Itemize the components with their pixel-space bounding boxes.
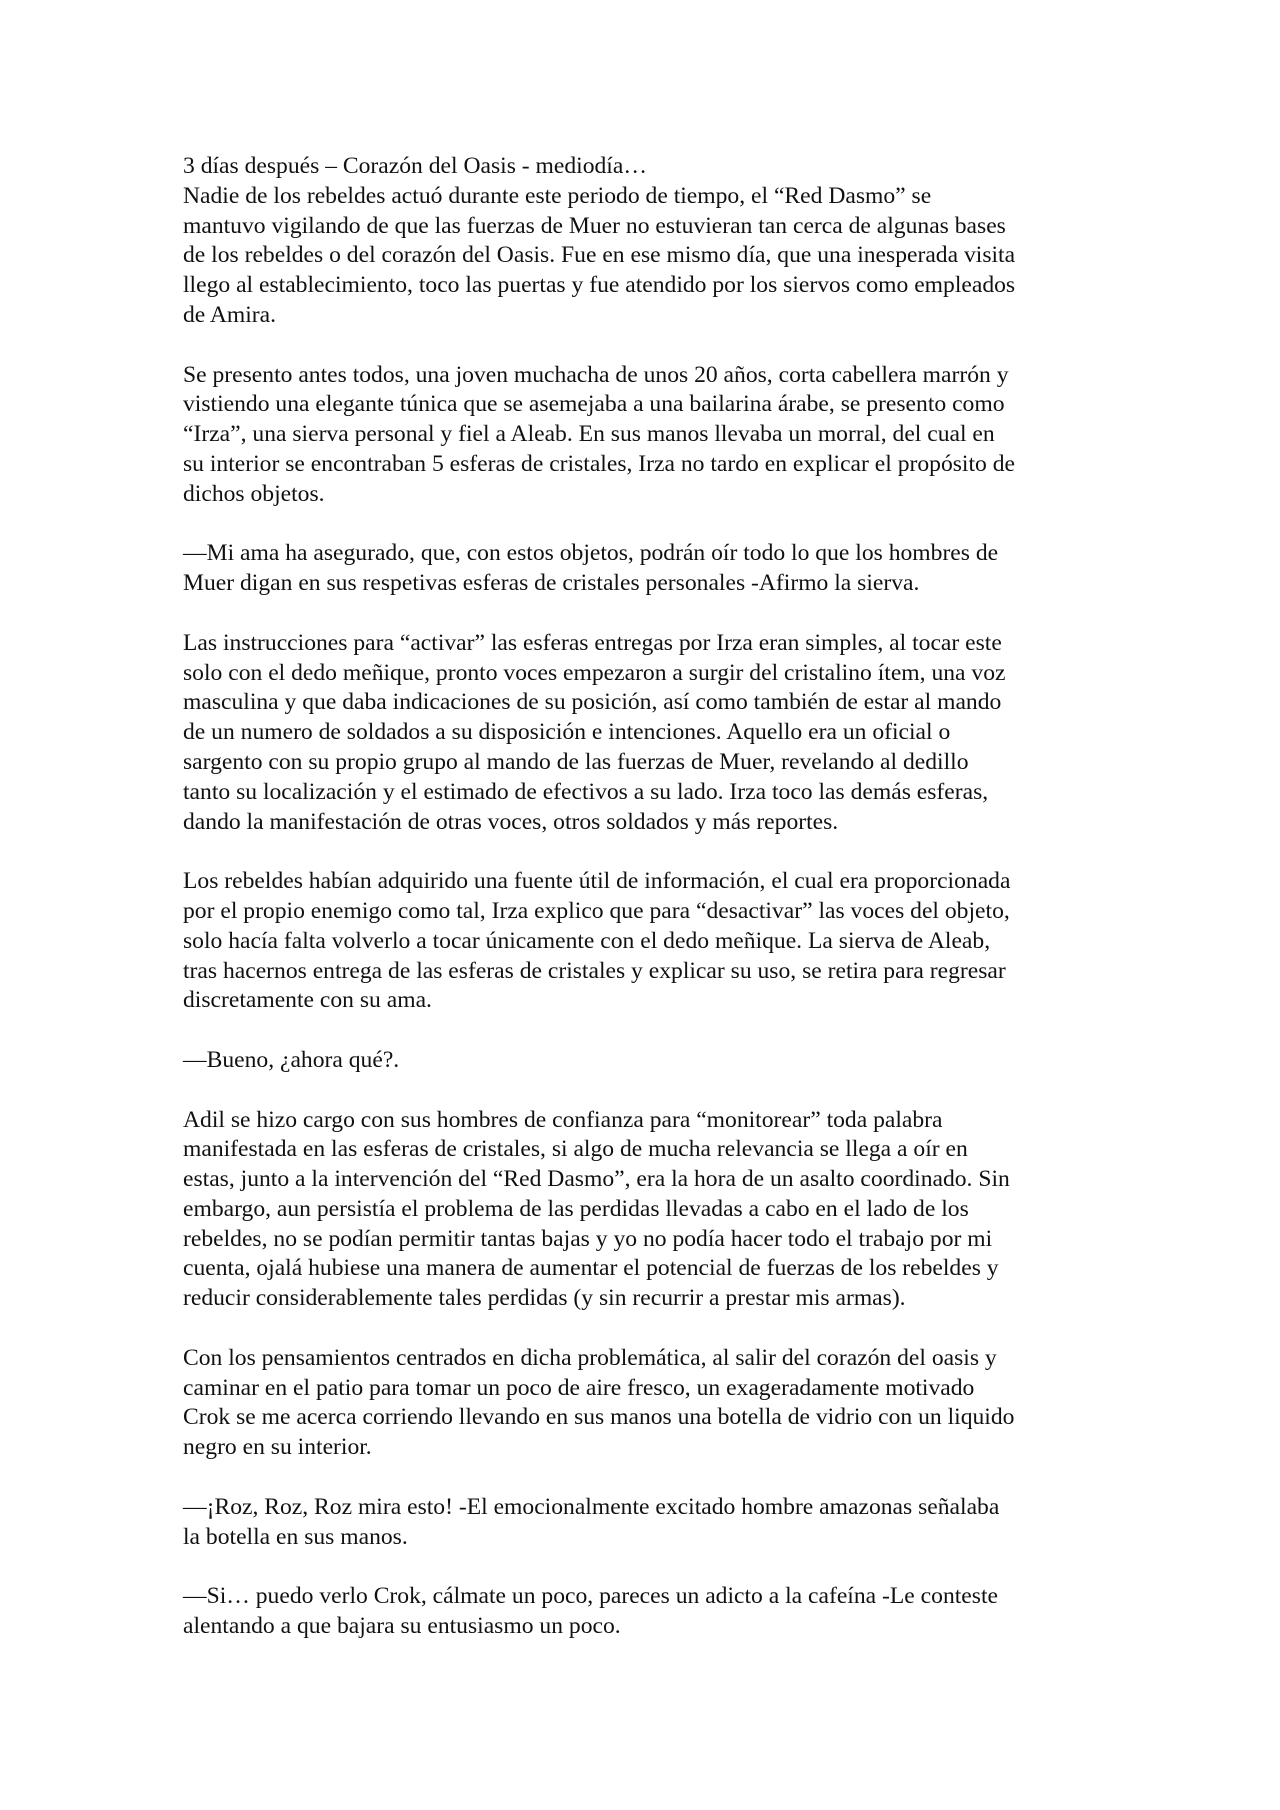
- paragraph-dialogue-crok: —¡Roz, Roz, Roz mira esto! -El emocionalmente excitado hombre amazonas señalaba la botella en sus manos.: [183, 1493, 1000, 1550]
- paragraph-crok-approach: Con los pensamientos centrados en dicha problemática, al salir del corazón del oasis y caminar en el patio para tomar un poco de aire fresco, un exageradamente motivado Crok se me acerca corriendo llevando en sus manos una botella de vidrio con un liquido negro en su interior.: [183, 1344, 1015, 1461]
- paragraph-dialogue-reply: —Si… puedo verlo Crok, cálmate un poco, pareces un adicto a la cafeína -Le conteste alentando a que bajara su entusiasmo un poco.: [183, 1583, 998, 1640]
- paragraph-dialogue-irza: —Mi ama ha asegurado, que, con estos objetos, podrán oír todo lo que los hombres de Muer digan en sus respetivas esferas de cristales personales -Afirmo la sierva.: [183, 540, 999, 597]
- paragraph-irza-arrival: Se presento antes todos, una joven muchacha de unos 20 años, corta cabellera marrón y vistiendo una elegante túnica que se asemejaba a una bailarina árabe, se presento como “Irza”, una sierva personal y fiel a Aleab. En sus manos llevaba un morral, del cual en su interior se encontraban 5 esferas de cristales, Irza no tardo en explicar el propósito de dichos objetos.: [183, 361, 1016, 507]
- paragraph-rebels-information: Los rebeldes habían adquirido una fuente útil de información, el cual era proporcionada por el propio enemigo como tal, Irza explico que para “desactivar” las voces del objeto, solo hacía falta volverlo a tocar únicamente con el dedo meñique. La sierva de Aleab, tras hacernos entrega de las esferas de cristales y explicar su uso, se retira para regresar discretamente con su ama.: [183, 868, 1011, 1014]
- paragraph-adil-monitoring: Adil se hizo cargo con sus hombres de confianza para “monitorear” toda palabra manifestada en las esferas de cristales, si algo de mucha relevancia se llega a oír en estas, junto a la intervención del “Red Dasmo”, era la hora de un asalto coordinado. Sin embargo, aun persistía el problema de las perdidas llevadas a cabo en el lado de los rebeldes, no se podían permitir tantas bajas y yo no podía hacer todo el trabajo por mi cuenta, ojalá hubiese una manera de aumentar el potencial de fuerzas de los rebeldes y reducir considerablemente tales perdidas (y sin recurrir a prestar mis armas).: [183, 1106, 1010, 1312]
- document-page: [183, 152, 1098, 1672]
- paragraph-sphere-instructions: Las instrucciones para “activar” las esferas entregas por Irza eran simples, al tocar este solo con el dedo meñique, pronto voces empezaron a surgir del cristalino ítem, una voz masculina y que daba indicaciones de su posición, así como también de estar al mando de un numero de soldados a su disposición e intenciones. Aquello era un oficial o sargento con su propio grupo al mando de las fuerzas de Muer, revelando al dedillo tanto su localización y el estimado de efectivos a su lado. Irza toco las demás esferas, dando la manifestación de otras voces, otros soldados y más reportes.: [183, 629, 1006, 835]
- paragraph-dialogue-bueno: —Bueno, ¿ahora qué?.: [183, 1046, 400, 1073]
- paragraph-scene-intro: 3 días después – Corazón del Oasis - mediodía… Nadie de los rebeldes actuó durante este periodo de tiempo, el “Red Dasmo” se mantuvo vigilando de que las fuerzas de Muer no estuvieran tan cerca de algunas bases de los rebeldes o del corazón del Oasis. Fue en ese mismo día, que una inesperada visita llego al establecimiento, toco las puertas y fue atendido por los siervos como empleados de Amira.: [183, 153, 1016, 328]
